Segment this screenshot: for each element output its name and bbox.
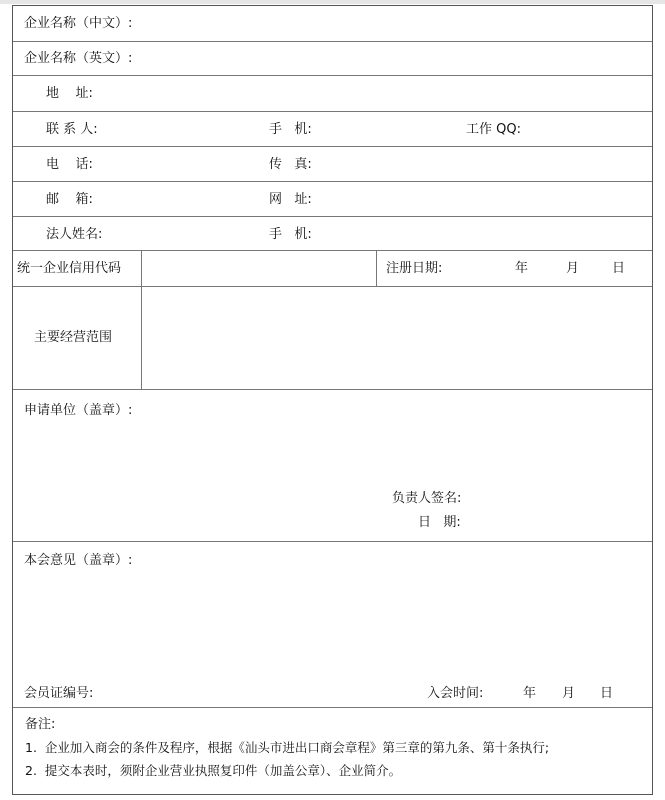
reg-date-day: 日 bbox=[612, 261, 626, 276]
website-label: 网 址: bbox=[269, 192, 312, 207]
note-item: 1. 企业加入商会的条件及程序，根据《汕头市进出口商会章程》第三章的第九条、第十条执行; bbox=[25, 740, 550, 755]
credit-code-label: 统一企业信用代码 bbox=[17, 261, 122, 276]
signer-label: 负责人签名: bbox=[392, 491, 462, 506]
company-name-en-label: 企业名称（英文）: bbox=[24, 51, 133, 66]
credit-code-field[interactable] bbox=[142, 251, 376, 286]
address-label: 地 址: bbox=[46, 86, 93, 101]
company-name-en-row[interactable] bbox=[13, 42, 652, 76]
business-scope-field[interactable] bbox=[142, 287, 652, 389]
contact-label: 联 系 人: bbox=[46, 122, 98, 137]
reg-date-month: 月 bbox=[566, 261, 580, 276]
membership-application-form bbox=[12, 5, 653, 795]
mobile-label: 手 机: bbox=[269, 122, 312, 137]
member-no-label: 会员证编号: bbox=[24, 686, 94, 701]
credit-code-row bbox=[13, 251, 652, 287]
reg-date-label: 注册日期: bbox=[386, 261, 443, 276]
contact-row[interactable] bbox=[13, 112, 652, 147]
join-time-day: 日 bbox=[600, 686, 614, 701]
phone-label: 电 话: bbox=[46, 157, 93, 172]
work-qq-label: 工作 QQ: bbox=[466, 122, 521, 137]
join-time-month: 月 bbox=[562, 686, 576, 701]
note-item: 2. 提交本表时，须附企业营业执照复印件（加盖公章）、企业简介。 bbox=[25, 763, 402, 778]
applicant-label: 申请单位（盖章）: bbox=[24, 403, 133, 418]
notes-title: 备注: bbox=[25, 717, 56, 732]
reg-date-year: 年 bbox=[515, 261, 529, 276]
applicant-section[interactable] bbox=[13, 390, 652, 542]
notes-section bbox=[13, 708, 652, 794]
chamber-opinion-label: 本会意见（盖章）: bbox=[24, 553, 133, 568]
chamber-opinion-section[interactable] bbox=[13, 542, 652, 708]
email-row[interactable] bbox=[13, 182, 652, 217]
business-scope-label: 主要经营范围 bbox=[34, 330, 113, 345]
address-row[interactable] bbox=[13, 76, 652, 112]
business-scope-row bbox=[13, 287, 652, 390]
join-time-year: 年 bbox=[523, 686, 537, 701]
join-time-label: 入会时间: bbox=[427, 686, 484, 701]
fax-label: 传 真: bbox=[269, 157, 312, 172]
legal-rep-label: 法人姓名: bbox=[46, 227, 103, 242]
top-edge-mark bbox=[0, 0, 665, 4]
applicant-date-label: 日 期: bbox=[418, 515, 461, 530]
phone-row[interactable] bbox=[13, 147, 652, 182]
mobile2-label: 手 机: bbox=[269, 227, 312, 242]
reg-date-divider bbox=[376, 251, 377, 286]
email-label: 邮 箱: bbox=[46, 192, 93, 207]
company-name-cn-label: 企业名称（中文）: bbox=[24, 16, 133, 31]
legal-rep-row[interactable] bbox=[13, 217, 652, 251]
company-name-cn-row[interactable] bbox=[13, 6, 652, 42]
